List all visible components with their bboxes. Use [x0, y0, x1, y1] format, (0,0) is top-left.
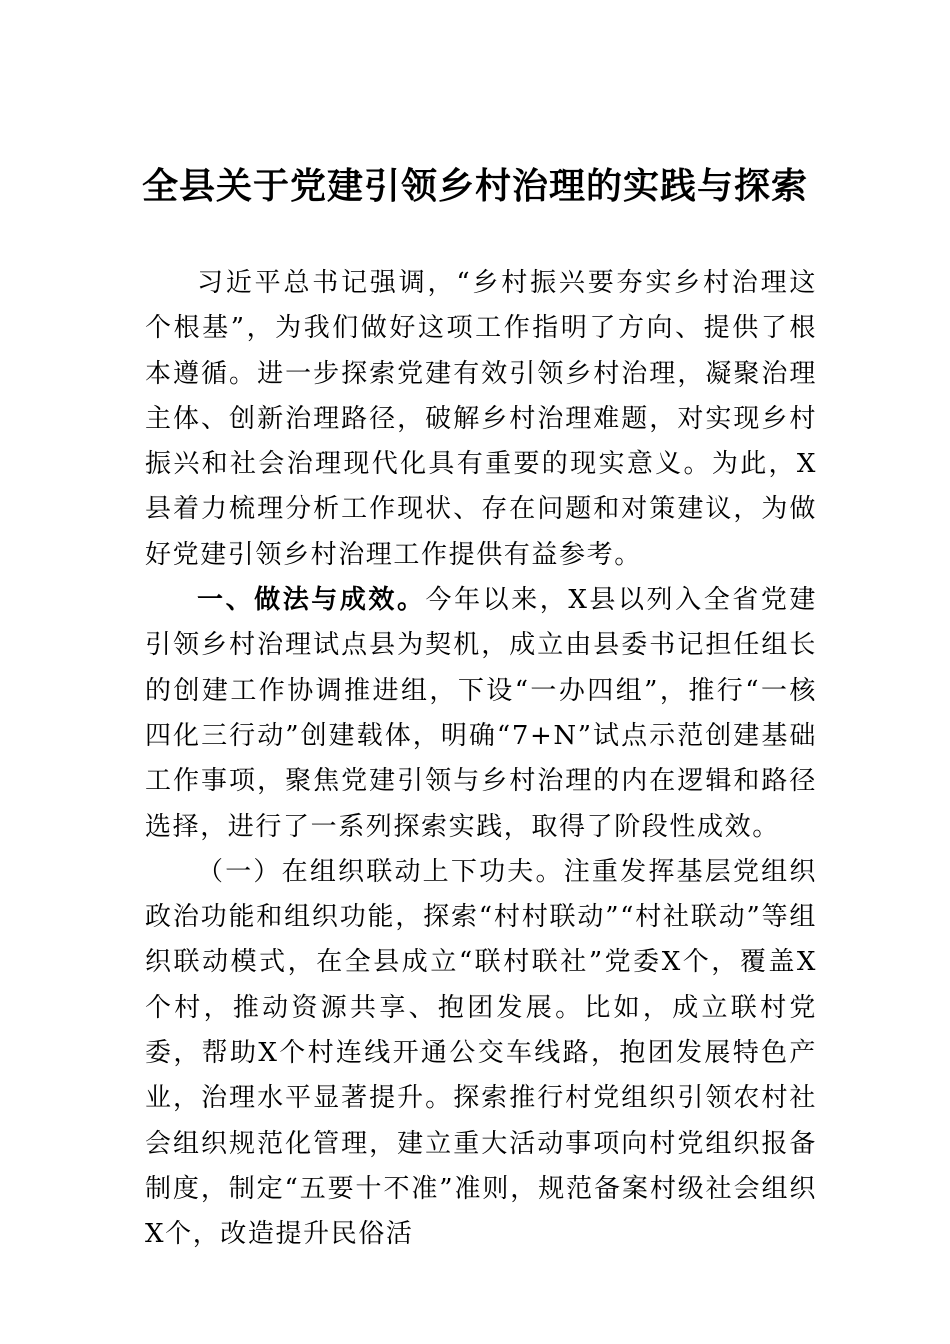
subsection-1-paragraph — [145, 850, 817, 1258]
section-1-heading: 一、做法与成效。 — [197, 585, 426, 616]
document-title: 全县关于党建引领乡村治理的实践与探索 — [141, 165, 808, 207]
subsection-1-heading: （一）在组织联动上下功夫。 — [197, 856, 564, 887]
section-1-paragraph — [145, 578, 817, 850]
section-1-text: 今年以来，X县以列入全省党建引领乡村治理试点县为契机，成立由县委书记担任组长的创建工作协调推进组，下设“一办四组”，推行“一核四化三行动”创建载体，明确“7+N”试点示范创建基础工作事项，聚焦党建引领与乡村治理的内在逻辑和路径选择，进行了一系列探索实践，取得了阶段性成效。 — [145, 585, 817, 842]
subsection-1-text: 注重发挥基层党组织政治功能和组织功能，探索“村村联动”“村社联动”等组织联动模式，在全县成立“联村联社”党委X个，覆盖X个村，推动资源共享、抱团发展。比如，成立联村党委，帮助X个村连线开通公交车线路，抱团发展特色产业，治理水平显著提升。探索推行村党组织引领农村社会组织规范化管理，建立重大活动事项向村党组织报备制度，制定“五要十不准”准则，规范备案村级社会组织X个，改造提升民俗活 — [145, 856, 817, 1250]
document-body — [145, 261, 817, 1258]
intro-paragraph: 习近平总书记强调，“乡村振兴要夯实乡村治理这个根基”，为我们做好这项工作指明了方向、提供了根本遵循。进一步探索党建有效引领乡村治理，凝聚治理主体、创新治理路径，破解乡村治理难题，对实现乡村振兴和社会治理现代化具有重要的现实意义。为此，X县着力梳理分析工作现状、存在问题和对策建议，为做好党建引领乡村治理工作提供有益参考。 — [145, 268, 817, 570]
